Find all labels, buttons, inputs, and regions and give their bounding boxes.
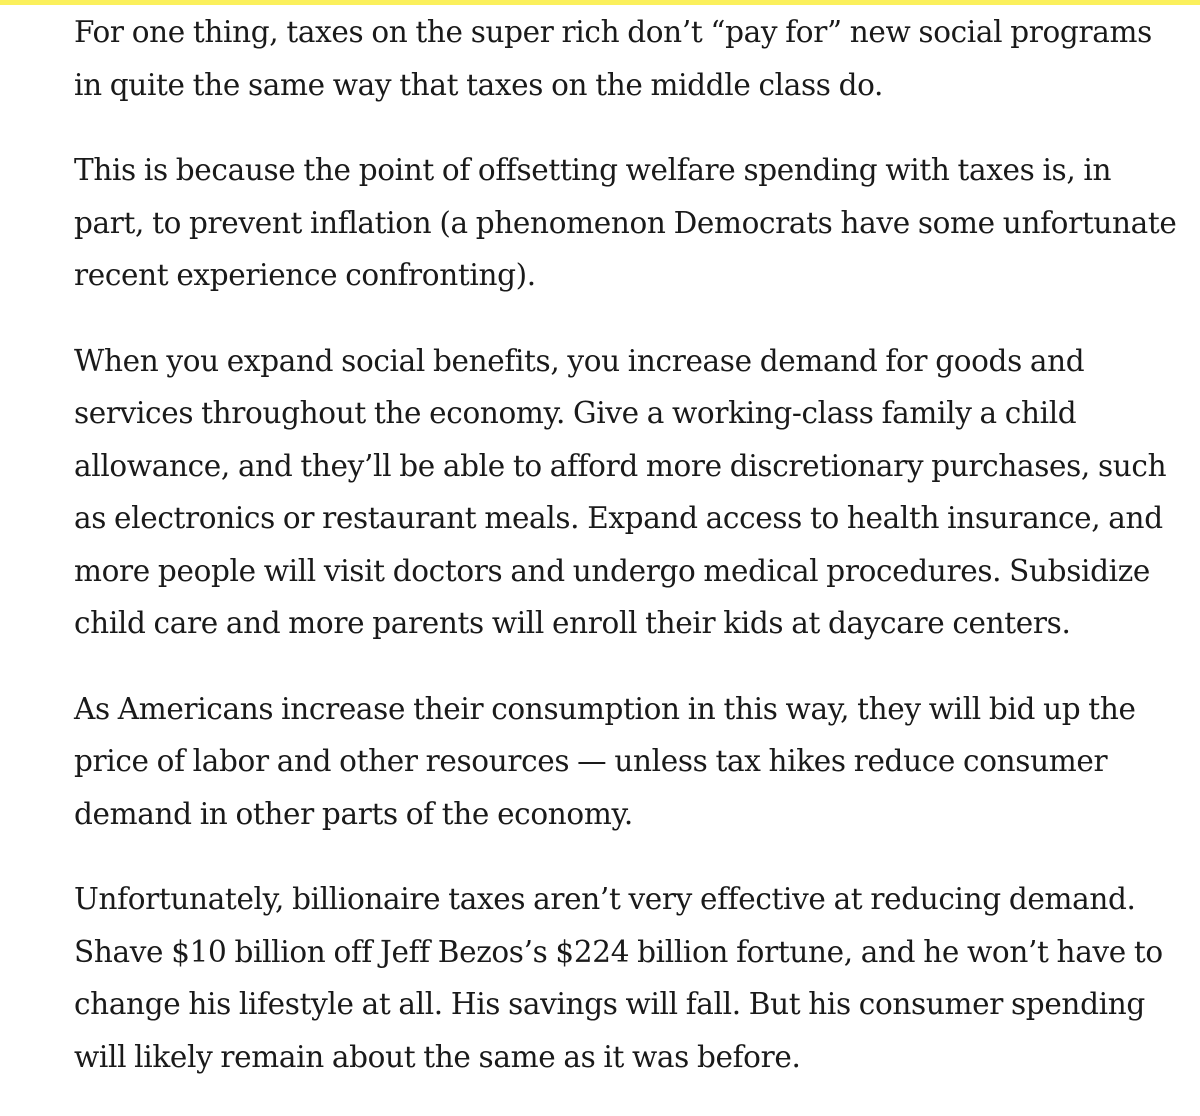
paragraph-3: When you expand social benefits, you increase demand for goods and services throughout the economy. Give a working-class family a child allowance, and they’ll be able to afford more discretionary purchases, such as electronics or restaurant meals. Expand access to health insurance, and more people will visit doctors and undergo medical procedures. Subsidize child care and more parents will enroll their kids at daycare centers. xyxy=(74,343,1167,640)
paragraph-5: Unfortunately, billionaire taxes aren’t very effective at reducing demand. Shave $10 billion off Jeff Bezos’s $224 billion fortune, and he won’t have to change his lifestyle at all. His savings will fall. But his consumer spending will likely remain about the same as it was before. xyxy=(74,882,1163,1074)
paragraph-1: For one thing, taxes on the super rich don’t “pay for” new social programs in quite the same way that taxes on the middle class do. xyxy=(74,15,1152,102)
paragraph-2: This is because the point of offsetting welfare spending with taxes is, in part, to prevent inflation (a phenomenon Democrats have some unfortunate recent experience confronting). xyxy=(74,153,1177,292)
paragraph-4: As Americans increase their consumption in this way, they will bid up the price of labor and other resources — unless tax hikes reduce consumer demand in other parts of the economy. xyxy=(74,691,1136,831)
top-accent-bar xyxy=(0,0,1200,5)
article-body xyxy=(74,6,1184,1116)
